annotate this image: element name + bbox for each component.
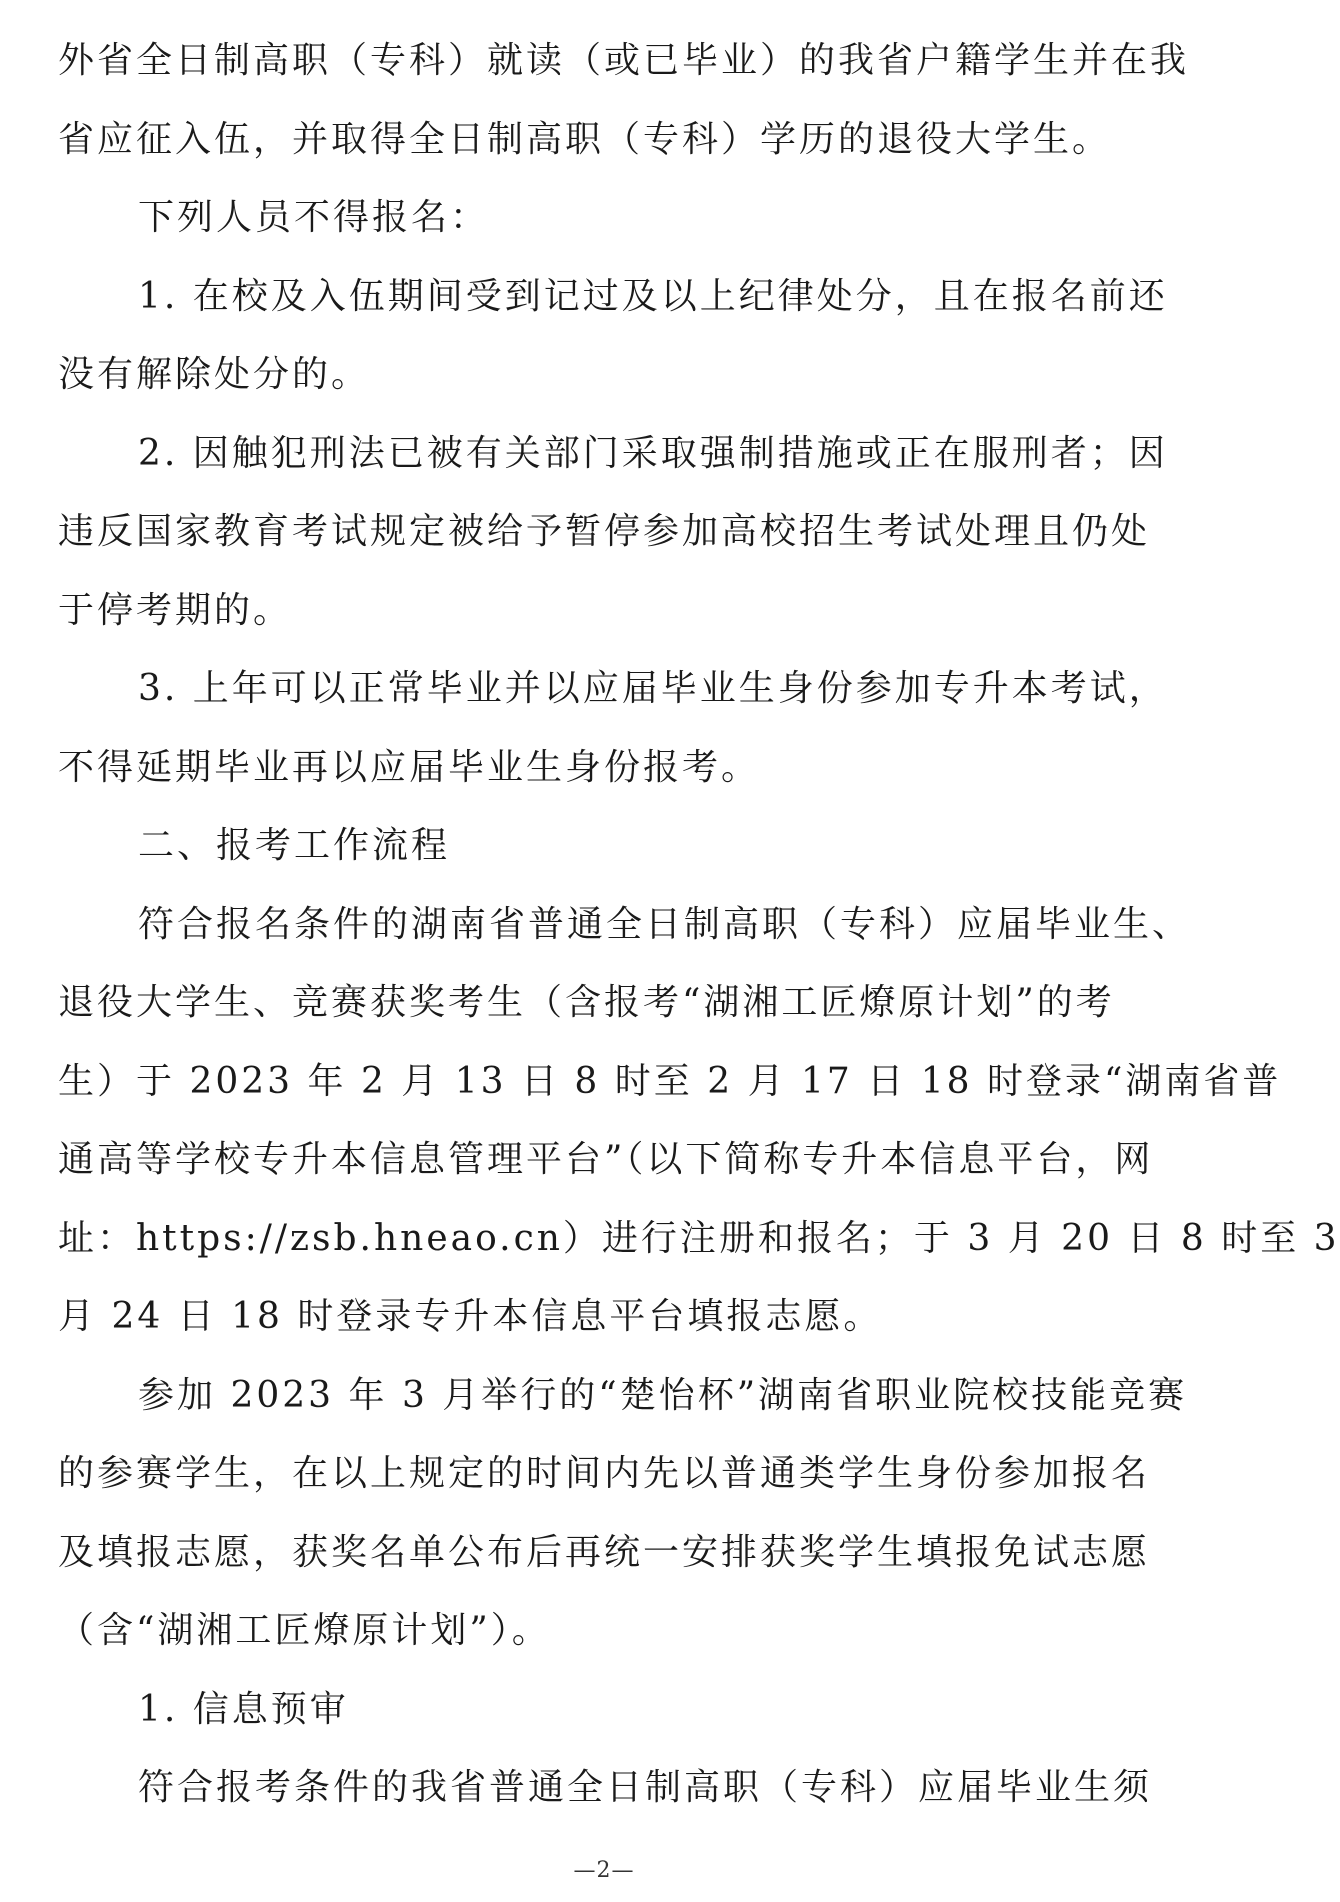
text-line: 生）于 2023 年 2 月 13 日 8 时至 2 月 17 日 18 时登录“湖南省普 bbox=[58, 1060, 1282, 1102]
paragraph-start: 参加 2023 年 3 月举行的“楚怡杯”湖南省职业院校技能竞赛 bbox=[138, 1374, 1188, 1416]
paragraph-start: 下列人员不得报名： bbox=[138, 197, 490, 238]
text-line: 及填报志愿，获奖名单公布后再统一安排获奖学生填报免试志愿 bbox=[58, 1531, 1151, 1573]
paragraph-start: 符合报考条件的我省普通全日制高职（专科）应届毕业生须 bbox=[138, 1767, 1153, 1808]
text-line: 址：https://zsb.hneao.cn）进行注册和报名；于 3 月 20 日 8 时至 3 bbox=[58, 1217, 1340, 1259]
text-line: 省应征入伍，并取得全日制高职（专科）学历的退役大学生。 bbox=[58, 118, 1112, 160]
section-heading: 二、报考工作流程 bbox=[138, 825, 451, 866]
page-number: —2— bbox=[573, 1858, 635, 1883]
text-line: 违反国家教育考试规定被给予暂停参加高校招生考试处理且仍处 bbox=[58, 511, 1151, 552]
text-line: 通高等学校专升本信息管理平台”（以下简称专升本信息平台，网 bbox=[58, 1139, 1154, 1180]
document-body bbox=[58, 22, 1340, 1828]
list-item-3: 3. 上年可以正常毕业并以应届毕业生身份参加专升本考试， bbox=[138, 668, 1168, 709]
list-item-1: 1. 在校及入伍期间受到记过及以上纪律处分，且在报名前还 bbox=[138, 275, 1168, 317]
text-line: 不得延期毕业再以应届毕业生身份报考。 bbox=[58, 746, 761, 788]
text-line: 退役大学生、竞赛获奖考生（含报考“湖湘工匠燎原计划”的考 bbox=[58, 982, 1115, 1023]
text-line: 于停考期的。 bbox=[58, 589, 293, 631]
text-line: 的参赛学生，在以上规定的时间内先以普通类学生身份参加报名 bbox=[58, 1453, 1151, 1494]
text-line: 外省全日制高职（专科）就读（或已毕业）的我省户籍学生并在我 bbox=[58, 40, 1190, 81]
text-line: 月 24 日 18 时登录专升本信息平台填报志愿。 bbox=[58, 1296, 883, 1337]
subsection-heading: 1. 信息预审 bbox=[138, 1688, 349, 1730]
paragraph-start: 符合报名条件的湖南省普通全日制高职（专科）应届毕业生、 bbox=[138, 903, 1192, 945]
list-item-2: 2. 因触犯刑法已被有关部门采取强制措施或正在服刑者；因 bbox=[138, 432, 1168, 474]
text-line: 没有解除处分的。 bbox=[58, 354, 371, 395]
text-line: （含“湖湘工匠燎原计划”）。 bbox=[58, 1610, 551, 1651]
